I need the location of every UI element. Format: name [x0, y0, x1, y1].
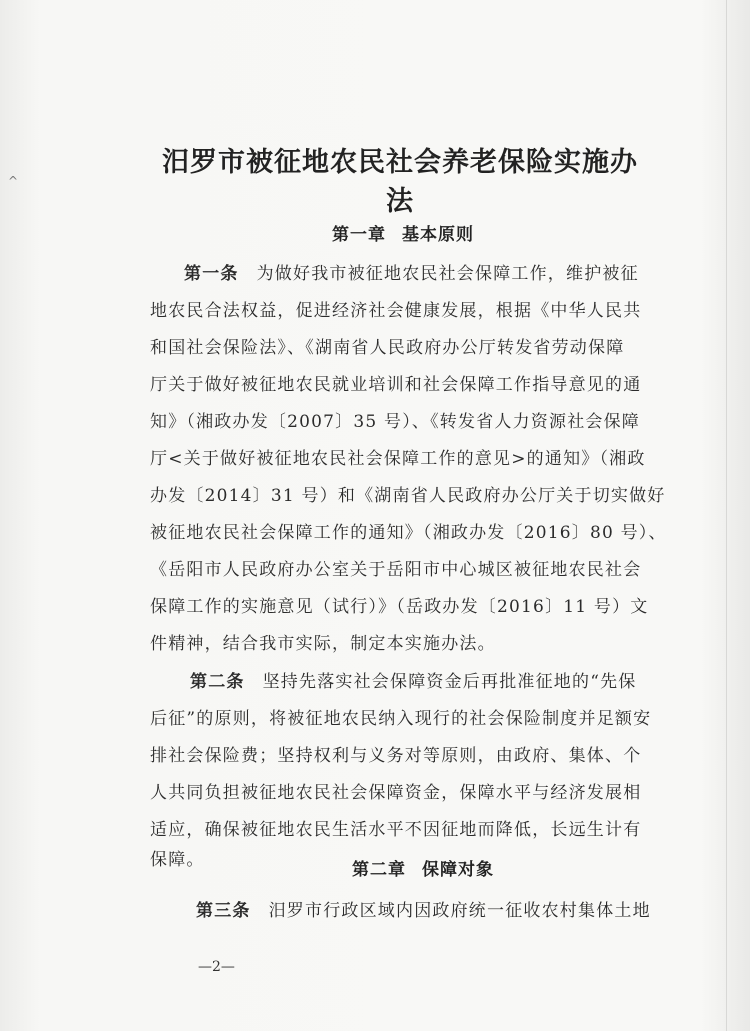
article-1-line: 保障工作的实施意见（试行）》（岳政办发〔2016〕11 号）文: [150, 597, 649, 617]
article-1-line: 被征地农民社会保障工作的通知》（湘政办发〔2016〕80 号）、: [150, 523, 667, 543]
article-1-line: 知》（湘政办发〔2007〕35 号）、《转发省人力资源社会保障: [150, 412, 640, 432]
page-fold-line: [726, 0, 727, 1031]
chapter-2-number: 第二章: [352, 860, 406, 880]
document-title: 汨罗市被征地农民社会养老保险实施办法: [162, 147, 638, 217]
article-1-line: 《岳阳市人民政府办公室关于岳阳市中心城区被征地农民社会: [150, 560, 642, 580]
article-2-line: 第二条 坚持先落实社会保障资金后再批准征地的“先保: [190, 672, 637, 692]
article-1-line: 厅关于做好被征地农民就业培训和社会保障工作指导意见的通: [150, 375, 642, 395]
article-2-line: 适应，确保被征地农民生活水平不因征地而降低，长远生计有: [150, 820, 642, 840]
chapter-2-heading: [352, 855, 494, 880]
article-1-line: 件精神，结合我市实际，制定本实施办法。: [150, 634, 496, 654]
article-1-line: 和国社会保险法》、《湖南省人民政府办公厅转发省劳动保障: [150, 338, 625, 358]
article-2-line: 人共同负担被征地农民社会保障资金，保障水平与经济发展相: [150, 783, 642, 803]
article-1-line: 办发〔2014〕31 号）和《湖南省人民政府办公厅关于切实做好: [150, 486, 666, 506]
chapter-1-number: 第一章: [332, 225, 386, 245]
article-2-line: 后征”的原则，将被征地农民纳入现行的社会保险制度并足额安: [150, 709, 652, 729]
chapter-1-heading: [332, 220, 474, 245]
article-2-line: 排社会保险费；坚持权利与义务对等原则，由政府、集体、个: [150, 746, 642, 766]
article-2-line: 保障。: [150, 850, 205, 870]
article-2-label: 第二条: [190, 672, 245, 692]
scan-mark: ^: [8, 174, 19, 188]
chapter-2-name: 保障对象: [422, 860, 494, 880]
article-1-line: 地农民合法权益，促进经济社会健康发展，根据《中华人民共: [150, 301, 642, 321]
page-number: —2—: [198, 959, 235, 975]
article-3-line: 第三条 汨罗市行政区域内因政府统一征收农村集体土地: [196, 901, 651, 921]
article-1-line: 厅<关于做好被征地农民社会保障工作的意见>的通知》（湘政: [150, 449, 646, 469]
article-3-label: 第三条: [196, 901, 251, 921]
chapter-1-name: 基本原则: [402, 225, 474, 245]
article-1-line: 第一条 为做好我市被征地农民社会保障工作，维护被征: [184, 264, 639, 284]
article-1-label: 第一条: [184, 264, 239, 284]
